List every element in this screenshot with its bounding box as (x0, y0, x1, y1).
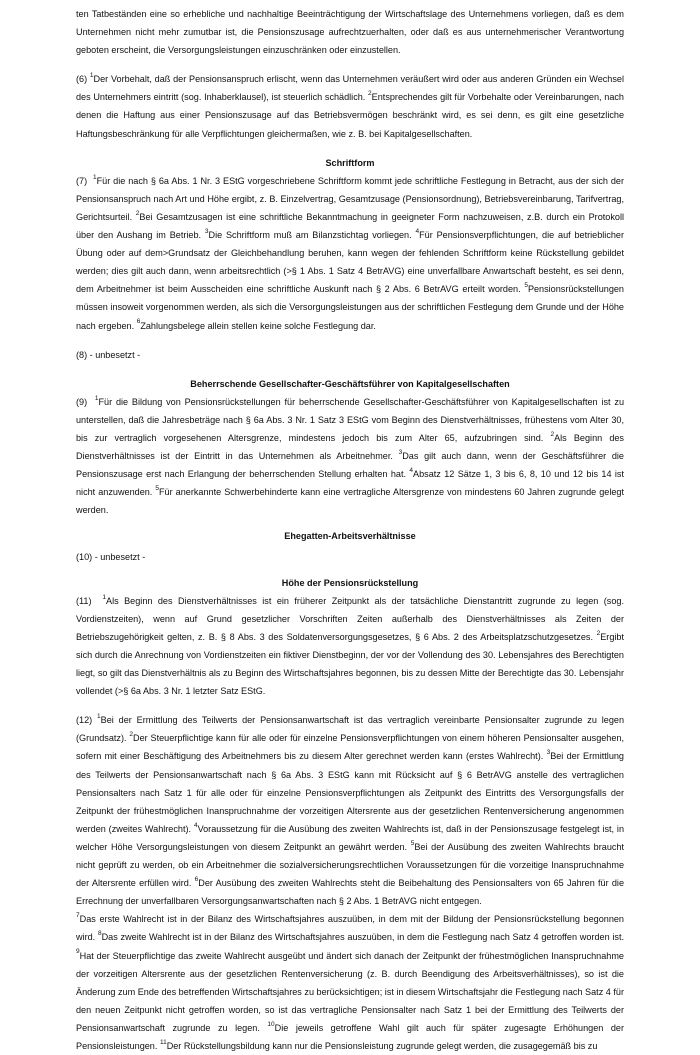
paragraph-10: (10) - unbesetzt - (76, 551, 146, 562)
sentence: Als Beginn des Dienstverhältnisses ist der Eintritt in das Unternehmen als Arbeitnehmer. (76, 432, 624, 462)
sentence: Das gilt auch dann, wenn der Geschäftsführer die Pensionszusage erst nach Erlangung der beherrschenden Stellung erhalten hat. (76, 451, 624, 480)
sentence-marker: 3 (398, 449, 403, 457)
sentence: Absatz 12 Sätze 1, 3 bis 6, 8, 10 und 12 bis 14 ist nicht anzuwenden. (76, 469, 625, 498)
sentence: Ergibt sich durch die Anrechnung von Vordienstzeiten ein fiktiver Dienstbeginn, der vor der Vollendung des 30. Lebensjahres des Berechtigten liegt, so gilt das Dienstverhältnis als zu Beginn des Wirtschaftsjahres begonnen, bis zu dessen Mitte der Berechtigte das 30. Lebensjahr vollendet (>§ 6a Abs. 3 Nr. 1 letzter Satz EStG. (76, 631, 624, 697)
paragraph-7 (76, 172, 624, 335)
sentence: Das erste Wahlrecht ist in der Bilanz des Wirtschaftsjahres auszuüben, in dem mit der Bildung der Pensionsrückstellung begonnen wird. (76, 914, 624, 943)
sentence: Bei Gesamtzusagen ist eine schriftliche Bekanntmachung in geeigneter Form nachzuweisen, z.B. durch ein Protokoll über den Aushang im Betrieb. (76, 211, 624, 241)
sentence-marker: 9 (76, 948, 80, 956)
sentence-marker: 2 (596, 629, 601, 637)
sentence-marker: 1 (92, 173, 97, 181)
paragraph-6 (76, 70, 624, 142)
sentence: Die Schriftform muß am Bilanzstichtag vorliegen. (208, 230, 412, 241)
document-page (76, 5, 624, 1055)
sentence-marker: 5 (524, 282, 528, 290)
sentence: Für die nach § 6a Abs. 1 Nr. 3 EStG vorgeschriebene Schriftform kommt jede schriftliche Festlegung in Betracht, aus der sich der Pensionsanspruch nach Art und Höhe ergibt, z. B. Einzelvertrag, Gesamtzusage (Pensionsordnung), Betriebsvereinbarung, Tarifvertrag, Gerichtsurteil. (76, 175, 625, 222)
sentence: Zahlungsbelege allein stellen keine solche Festlegung dar. (140, 320, 376, 331)
sentence: Für Pensionsverpflichtungen, die auf betrieblicher Übung oder auf dem>Grundsatz der Gleichbehandlung beruhen, kann wegen der fehlenden Schriftform keine Rückstellung gebildet werden; dies gilt auch dann, wenn arbeitsrechtlich (>§ 1 Abs. 1 Satz 4 BetrAVG) eine unverfallbare Anwartschaft besteht, es sei denn, dem Arbeitnehmer ist beim Ausscheiden eine schriftliche Auskunft nach § 2 Abs. 6 BetrAVG erteilt worden. (76, 230, 625, 295)
sentence: Bei der Ermittlung des Teilwerts der Pensionsanwartschaft ist das vertraglich vereinbarte Pensionsalter zugrunde zu legen (Grundsatz). (76, 715, 624, 744)
section-heading-schriftform: Schriftform (325, 157, 375, 168)
sentence: Hat der Steuerpflichtige das zweite Wahlrecht ausgeübt und ändert sich danach der Zeitpunkt der frühestmöglichen Inanspruchnahme der vorzeitigen Altersrente aus der gesetzlichen Rentenversicherung (z. B. durch Beendigung des Arbeitsverhältnisses), so ist die Änderung zum Ende des betreffenden Wirtschaftsjahres zu berücksichtigen; ist in diesem Wirtschaftsjahr die Festlegung nach Satz 4 für den neuen Zeitpunkt nicht getroffen worden, so ist das vertragliche Pensionsalter nach Satz 1 bei der Ermittlung des Teilwerts der Pensionsanwartschaft zugrunde zu legen. (76, 950, 624, 1033)
sentence-marker: 4 (193, 821, 198, 829)
sentence-marker: 6 (136, 318, 141, 326)
paragraph-12 (76, 711, 624, 1055)
sentence: Der Ausübung des zweiten Wahlrechts steht die Beibehaltung des Pensionsalters von 65 Jahren für die Errechnung der unverfallbaren Versorgungsanwartschaften nach § 2 Abs. 1 BetrAVG nicht entgegen. (76, 878, 625, 907)
sentence-marker: 2 (135, 209, 140, 217)
sentence: Entsprechendes gilt für Vorbehalte oder Vereinbarungen, nach denen die Haftung aus einer Pensionszusage auf das Betriebsvermögen beschränkt wird, es sei denn, es gilt eine gesetzliche Haftungsbeschränkung für alle Verpflichtungen gleichermaßen, wie z. B. bei Kapitalgesellschaften. (76, 92, 624, 139)
paragraph-number: (11) (76, 595, 92, 606)
sentence: Der Vorbehalt, daß der Pensionsanspruch erlischt, wenn das Unternehmen veräußert wird oder aus anderen Gründen ein Wechsel des Unternehmers eintritt (sog. Inhaberklausel), ist steuerlich schädlich. (76, 74, 624, 103)
sentence: Der Rückstellungsbildung kann nur die Pensionsleistung zugrunde gelegt werden, die zusagegemäß bis zu (166, 1040, 598, 1051)
sentence: Für die Bildung von Pensionsrückstellungen für beherrschende Gesellschafter-Geschäftsführer von Kapitalgesellschaften ist zu unterstellen, daß die Jahresbeträge nach § 6a Abs. 3 Nr. 1 Satz 3 EStG vom Beginn des Dienstverhältnisses, frühestens vom Alter 30, bis zur vertraglich vorgesehenen Altersgrenze, mindestens jedoch bis zum Alter 65, aufzubringen sind. (76, 396, 625, 443)
sentence: Bei der Ermittlung des Teilwerts der Pensionsanwartschaft nach § 6a Abs. 3 EStG kann mit Rücksicht auf § 6 BetrAVG anstelle des vertraglichen Pensionsalters nach Satz 1 für alle oder für einzelne Pensionsverpflichtungen als Zeitpunkt des Eintritts des Versorgungsfalls der Zeitpunkt der frühestmöglichen Inanspruchnahme der vorzeitigen Altersrente aus der gesetzlichen Rentenversicherung angenommen werden (zweites Wahlrecht). (76, 751, 624, 834)
section-heading-hoehe: Höhe der Pensionsrückstellung (281, 577, 419, 588)
sentence-marker: 1 (102, 593, 107, 601)
sentence-marker: 7 (76, 912, 80, 920)
sentence-marker: 2 (129, 731, 134, 739)
sentence-marker: 4 (409, 467, 414, 475)
sentence-marker: 1 (97, 713, 101, 721)
sentence-marker: 10 (267, 1020, 275, 1028)
sentence: Als Beginn des Dienstverhältnisses ist ein früherer Zeitpunkt als der tatsächliche Dienstantritt zugrunde zu legen (sog. Vordienstzeiten), wenn auf Grund gesetzlicher Vorschriften Zeiten außerhalb des Dienstverhältnisses als Zeiten der Betriebszugehörigkeit gelten, z. B. § 8 Abs. 3 des Soldatenversorgungsgesetzes, § 6 Abs. 2 des Arbeitsplatzschutzgesetzes. (76, 595, 624, 642)
sentence-marker: 5 (410, 839, 415, 847)
paragraph-number: (7) (76, 175, 88, 186)
sentence: Die jeweils getroffene Wahl gilt auch für später zugesagte Erhöhungen der Pensionsleistungen. (76, 1022, 624, 1051)
sentence: Pensionsrückstellungen müssen insoweit vorgenommen werden, als sich die Versorgungsleistungen aus der schriftlichen Festlegung dem Grunde und der Höhe nach ergeben. (76, 284, 624, 331)
sentence-marker: 6 (194, 876, 199, 884)
paragraph-number: (6) (76, 74, 88, 85)
section-heading-ehegatten: Ehegatten-Arbeitsverhältnisse (284, 531, 416, 542)
sentence-marker: 2 (368, 90, 372, 98)
paragraph-number: (9) (76, 396, 88, 407)
sentence-marker: 1 (89, 72, 94, 80)
sentence: Das zweite Wahlrecht ist in der Bilanz des Wirtschaftsjahres auszuüben, in dem die Festlegung nach Satz 4 getroffen worden ist. (101, 932, 624, 943)
sentence-marker: 2 (550, 430, 555, 438)
sentence-marker: 8 (97, 930, 102, 938)
paragraph-number: (12) (76, 715, 93, 726)
sentence-marker: 3 (546, 749, 551, 757)
paragraph-8: (8) - unbesetzt - (76, 349, 141, 360)
section-heading-beherrschende: Beherrschende Gesellschafter-Geschäftsführer von Kapitalgesellschaften (190, 378, 510, 389)
sentence-marker: 3 (204, 228, 209, 235)
sentence-marker: 4 (415, 228, 420, 235)
sentence-marker: 1 (94, 394, 99, 402)
sentence: Der Steuerpflichtige kann für alle oder für einzelne Pensionsverpflichtungen von einem höheren Pensionsalter ausgehen, sofern mit einer Beschäftigung des Arbeitnehmers bis zu diesem Alter gerechnet werden kann (erstes Wahlrecht). (76, 733, 625, 762)
sentence-marker: 5 (155, 485, 159, 493)
sentence: Voraussetzung für die Ausübung des zweiten Wahlrechts ist, daß in der Pensionszusage festgelegt ist, in welcher Höhe Versorgungsleistungen von diesem Zeitpunkt an gewährt werden. (76, 823, 624, 852)
paragraph-continuation: ten Tatbeständen eine so erhebliche und nachhaltige Beeinträchtigung der Wirtschaftslage des Unternehmens vorliegen, daß es dem Unternehmen nicht mehr zumutbar ist, die Pensionszusage aufrechtzuerhalten, oder daß es aus unternehmerischer Verantwortung geboten erscheint, die Versorgungsleistungen einzuschränken oder einzustellen. (76, 9, 624, 56)
sentence: Bei der Ausübung des zweiten Wahlrechts braucht nicht geprüft zu werden, ob ein Arbeitnehmer die sozialversicherungsrechtlichen Voraussetzungen für die vorzeitige Inanspruchnahme der Altersrente erfüllen wird. (76, 841, 625, 889)
paragraph-11 (76, 592, 624, 701)
sentence: Für anerkannte Schwerbehinderte kann eine vertragliche Altersgrenze von mindestens 60 Jahren zugrunde gelegt werden. (76, 487, 624, 516)
paragraph-9 (76, 393, 624, 520)
sentence-marker: 11 (159, 1038, 167, 1046)
